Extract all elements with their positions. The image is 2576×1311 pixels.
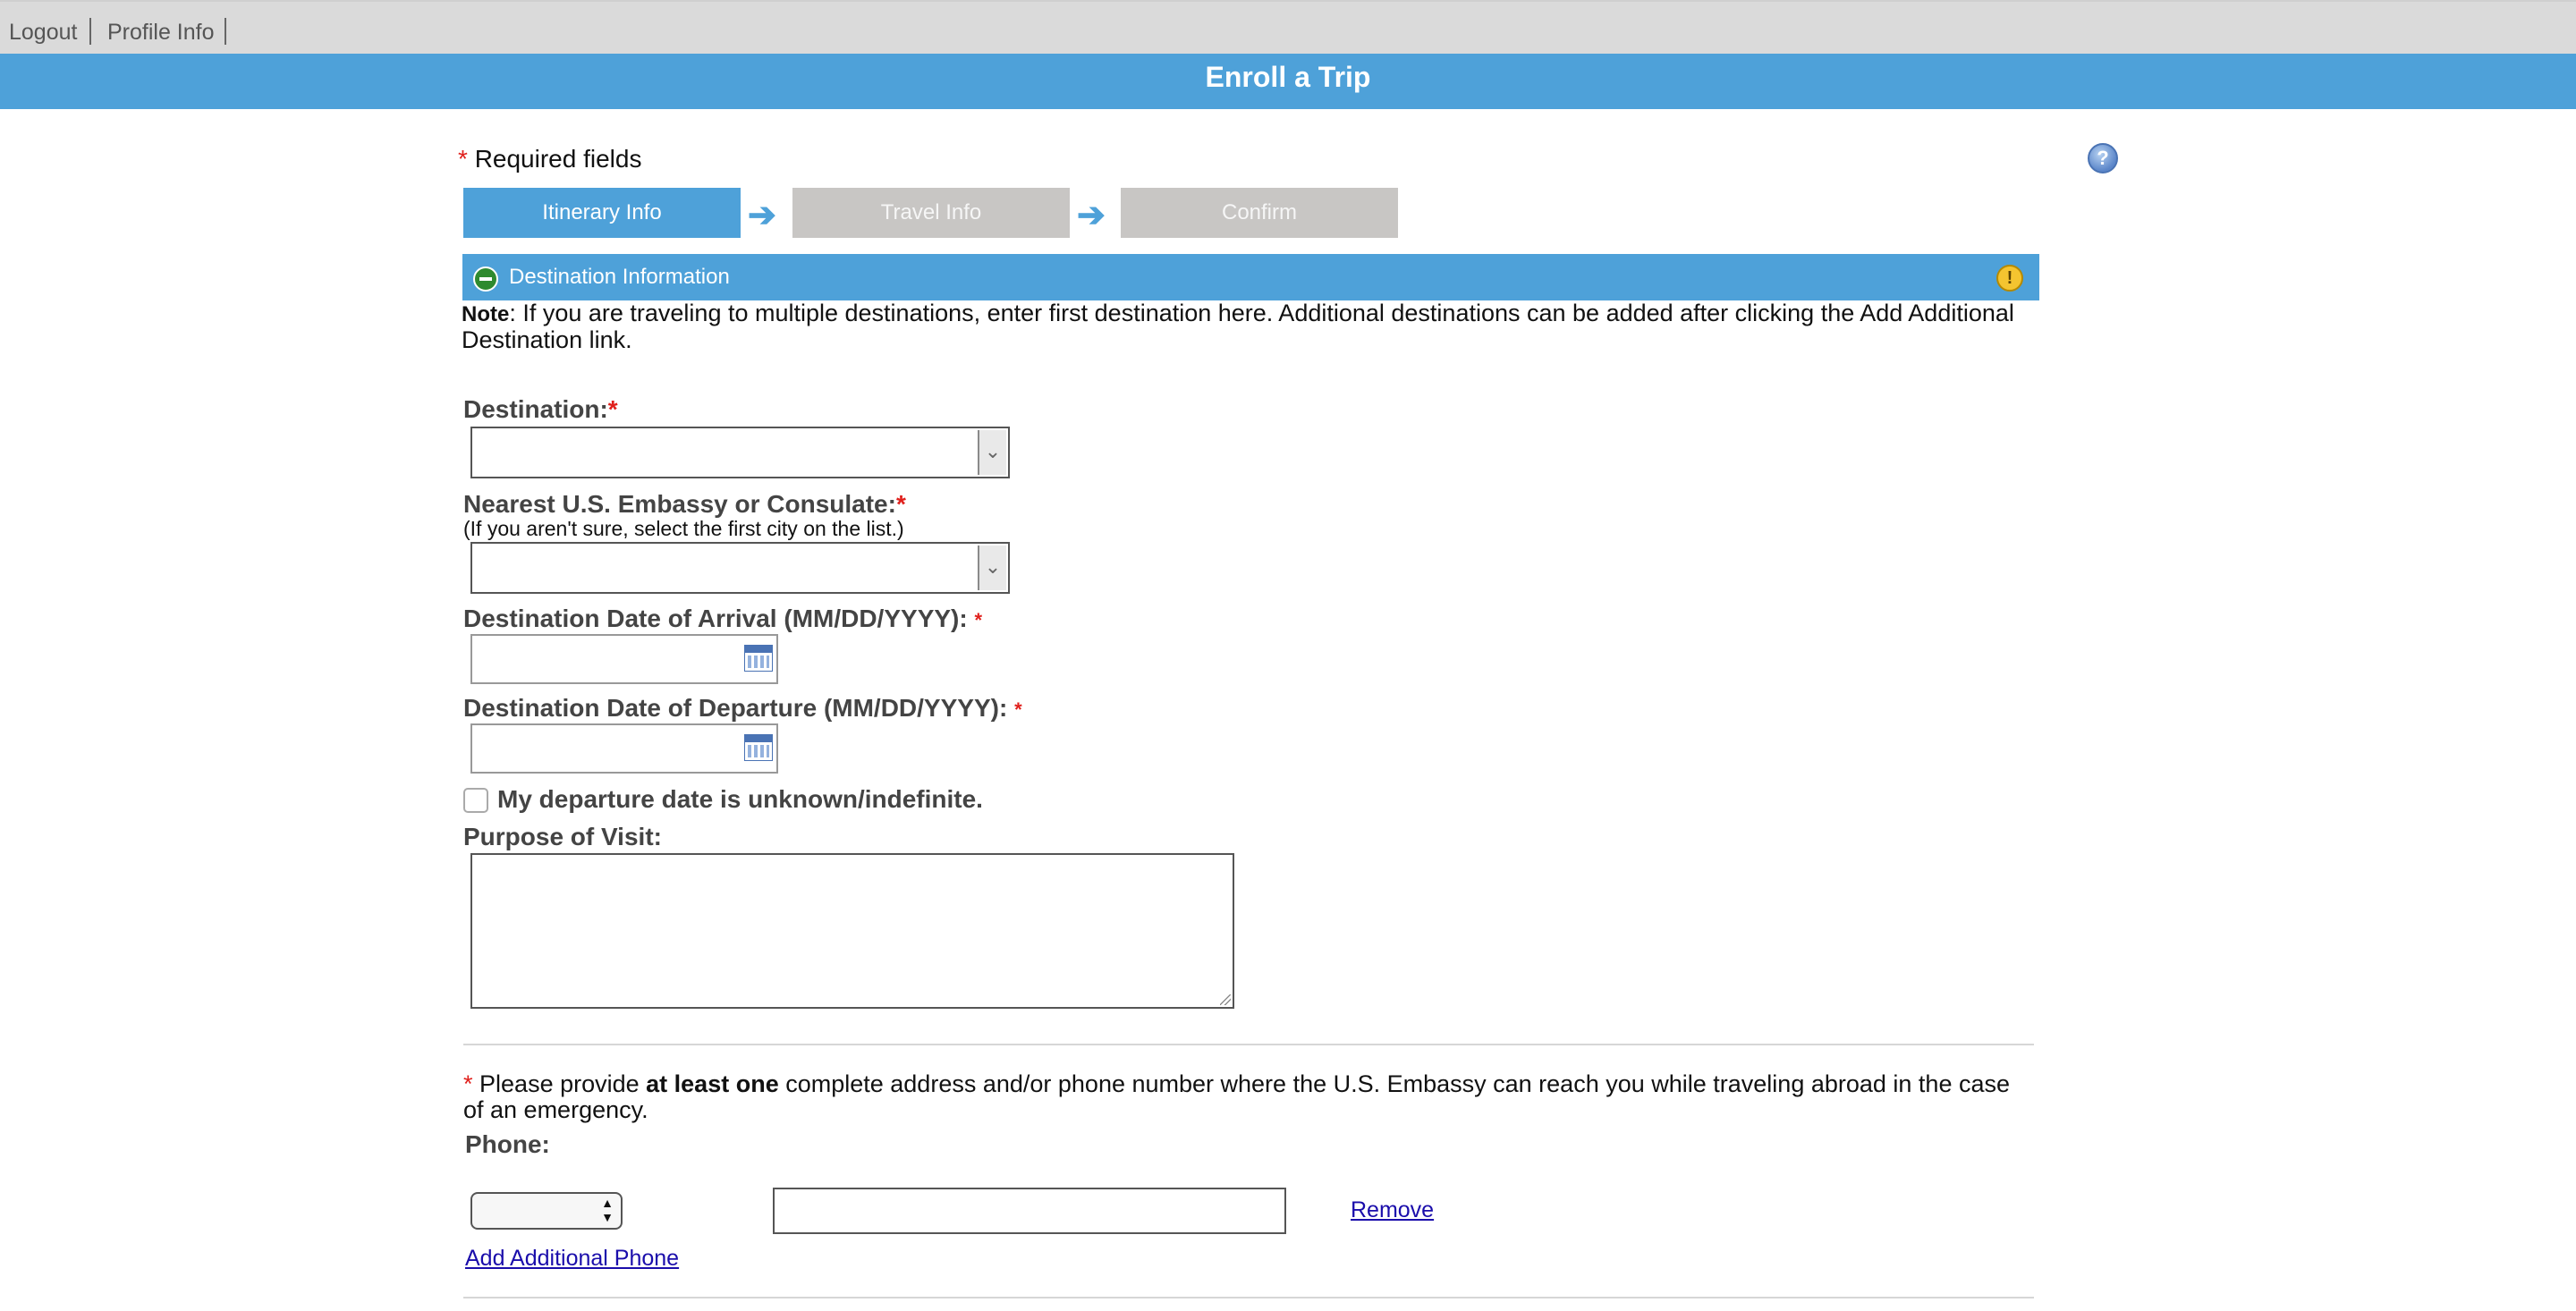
required-marker: *: [1014, 698, 1022, 721]
step-arrow-icon: ➔: [748, 197, 776, 234]
multiple-destinations-note: [462, 300, 2036, 352]
purpose-textarea[interactable]: [470, 853, 1234, 1009]
note-text: : If you are traveling to multiple destinations, enter first destination here. Additional destinations can be added after clicking the Add Additional Destination link.: [462, 300, 2014, 353]
arrival-date-label: [463, 605, 982, 633]
emergency-text-bold: at least one: [646, 1070, 779, 1097]
required-fields-note: [458, 145, 641, 173]
required-marker: *: [607, 395, 618, 423]
purpose-label: Purpose of Visit:: [463, 823, 662, 850]
nav-separator: [225, 18, 226, 45]
destination-label-text: Destination:: [463, 395, 608, 423]
chevron-down-icon[interactable]: ⌄: [978, 546, 1006, 590]
emergency-text-post: complete address and/or phone number where the U.S. Embassy can reach you while traveling abroad in the case of an emergency.: [463, 1070, 2010, 1123]
up-down-arrows-icon: ▲ ▼: [601, 1196, 614, 1224]
page-title: Enroll a Trip: [1205, 61, 1371, 93]
departure-date-label-text: Destination Date of Departure (MM/DD/YYYY):: [463, 694, 1008, 722]
step-travel-info[interactable]: Travel Info: [792, 188, 1070, 238]
phone-label: Phone:: [465, 1130, 550, 1158]
required-fields-text: Required fields: [474, 145, 642, 173]
emergency-text-pre: Please provide: [479, 1070, 647, 1097]
calendar-icon[interactable]: [744, 645, 773, 672]
phone-type-select[interactable]: [470, 1192, 623, 1230]
chevron-down-icon[interactable]: ⌄: [978, 430, 1006, 475]
collapse-icon[interactable]: [473, 266, 498, 292]
top-nav: [0, 0, 2576, 54]
required-marker: *: [463, 1070, 473, 1097]
page-title-bar: [0, 54, 2576, 109]
profile-info-link[interactable]: Profile Info: [107, 20, 215, 45]
embassy-label: [463, 490, 906, 519]
add-additional-phone-link[interactable]: Add Additional Phone: [465, 1246, 680, 1271]
logout-link[interactable]: Logout: [9, 20, 78, 45]
nav-separator: [89, 18, 91, 45]
embassy-hint: (If you aren't sure, select the first city on the list.): [463, 517, 904, 540]
destination-label: [463, 395, 618, 424]
help-icon[interactable]: ?: [2088, 143, 2118, 173]
unknown-departure-checkbox[interactable]: [463, 788, 488, 813]
required-marker: *: [458, 145, 468, 173]
arrival-date-label-text: Destination Date of Arrival (MM/DD/YYYY):: [463, 605, 968, 632]
arrival-date-input[interactable]: [470, 634, 778, 684]
destination-select[interactable]: [470, 427, 1010, 478]
departure-date-input[interactable]: [470, 723, 778, 774]
warning-icon: !: [1996, 265, 2023, 292]
section-divider: [463, 1297, 2034, 1298]
step-confirm[interactable]: Confirm: [1121, 188, 1398, 238]
emergency-contact-note: [463, 1071, 2036, 1123]
resize-grip-icon[interactable]: [1220, 994, 1231, 1005]
note-label: Note: [462, 302, 510, 326]
unknown-departure-label[interactable]: My departure date is unknown/indefinite.: [497, 785, 983, 813]
embassy-label-text: Nearest U.S. Embassy or Consulate:: [463, 490, 896, 518]
remove-phone-link[interactable]: Remove: [1351, 1197, 1435, 1222]
section-title: Destination Information: [509, 265, 730, 289]
phone-number-input[interactable]: [773, 1188, 1286, 1234]
step-arrow-icon: ➔: [1077, 197, 1106, 234]
step-itinerary-info[interactable]: Itinerary Info: [463, 188, 741, 238]
departure-date-label: [463, 694, 1022, 723]
destination-section-header[interactable]: [462, 254, 2039, 300]
required-marker: *: [974, 609, 983, 631]
required-marker: *: [895, 490, 906, 518]
calendar-icon[interactable]: [744, 734, 773, 761]
section-divider: [463, 1044, 2034, 1045]
embassy-select[interactable]: [470, 542, 1010, 594]
